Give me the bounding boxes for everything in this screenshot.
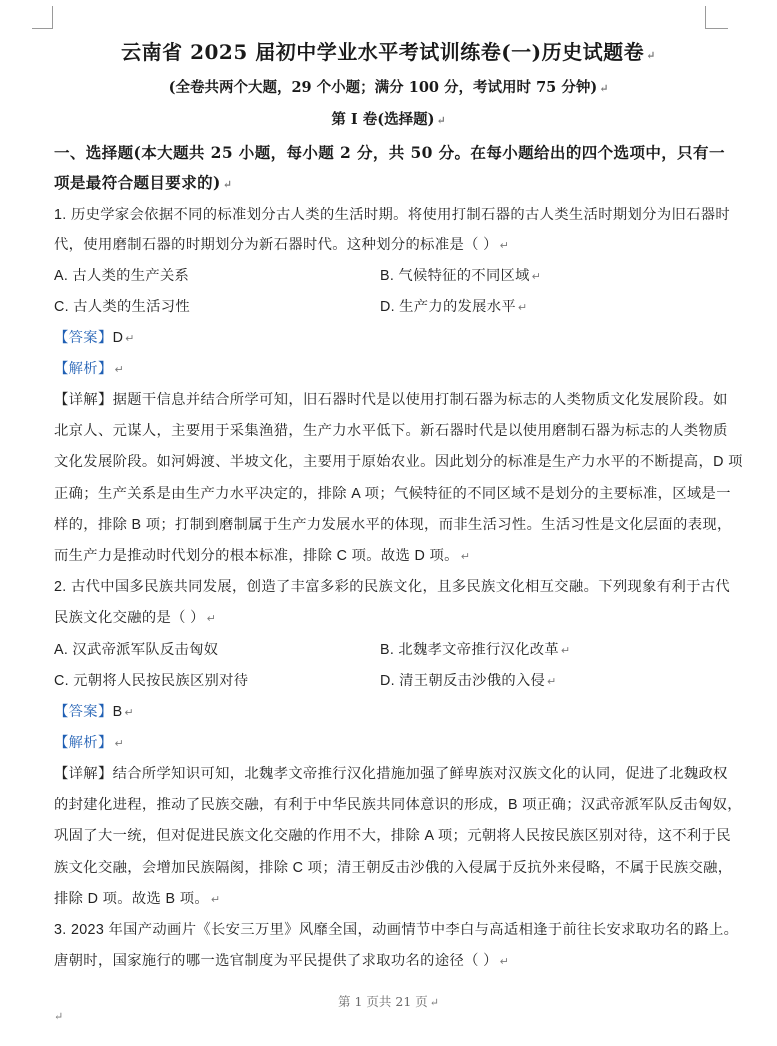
- question-1-option-b: B. 气候特征的不同区域 ↵: [380, 268, 542, 284]
- question-2-detail-line-4: 族文化交融，会增加民族隔阂，排除 C 项；清王朝反击沙俄的入侵属于反抗外来侵略，不属于民族交融，: [54, 860, 733, 876]
- question-2-stem-line-2: 民族文化交融的是（ ） ↵: [54, 610, 217, 626]
- question-1-detail-line-4: 正确；生产关系是由生产力水平决定的，排除 A 项；气候特征的不同区域不是划分的主要标准，区域是一: [54, 486, 731, 502]
- question-2-stem-line-1: 2. 古代中国多民族共同发展，创造了丰富多彩的民族文化，且多民族文化相互交融。下列现象有利于古代: [54, 579, 731, 595]
- document-title: 云南省 2025 届初中学业水平考试训练卷(一)历史试题卷 ↵: [121, 40, 656, 64]
- question-3-stem-line-1: 3. 2023 年国产动画片《长安三万里》风靡全国，动画情节中李白与高适相逢于前往长安求取功名的路上。: [54, 922, 739, 938]
- question-1-option-d: D. 生产力的发展水平 ↵: [380, 299, 528, 315]
- section-heading-line-1: 一、选择题(本大题共 25 小题，每小题 2 分，共 50 分。在每小题给出的四个选项中，只有一: [54, 143, 725, 162]
- question-2-detail-line-1: 【详解】结合所学知识可知，北魏孝文帝推行汉化措施加强了鲜卑族对汉族文化的认同，促进了北魏政权: [54, 766, 728, 782]
- question-1-detail-line-5: 样的，排除 B 项；打制到磨制属于生产力发展水平的体现，而非生活习性。生活习性是文化层面的表现，: [54, 517, 732, 533]
- question-2-analysis-tag: 【解析】 ↵: [54, 735, 125, 751]
- question-2-option-b: B. 北魏孝文帝推行汉化改革 ↵: [380, 642, 571, 658]
- question-1-detail-line-1: 【详解】据题干信息并结合所学可知，旧石器时代是以使用打制石器为标志的人类物质文化发展阶段。如: [54, 392, 728, 408]
- question-2-detail-line-5: 排除 D 项。故选 B 项。 ↵: [54, 891, 221, 907]
- section-heading-line-2: 项是最符合题目要求的) ↵: [54, 173, 233, 192]
- question-2-option-c: C. 元朝将人民按民族区别对待: [54, 673, 249, 689]
- question-1-stem-line-1: 1. 历史学家会依据不同的标准划分古人类的生活时期。将使用打制石器的古人类生活时期划分为旧石器时: [54, 207, 731, 223]
- end-paragraph-mark: ↵: [54, 1010, 64, 1023]
- question-1-detail-line-6: 而生产力是推动时代划分的根本标准，排除 C 项。故选 D 项。 ↵: [54, 548, 471, 564]
- question-2-option-a: A. 汉武帝派军队反击匈奴: [54, 642, 219, 658]
- question-1-detail-line-3: 文化发展阶段。如河姆渡、半坡文化，主要用于原始农业。因此划分的标准是生产力水平的不断提高，D 项: [54, 454, 743, 470]
- question-3-stem-line-2: 唐朝时，国家施行的哪一选官制度为平民提供了求取功名的途径（ ） ↵: [54, 953, 510, 969]
- question-1-analysis-tag: 【解析】 ↵: [54, 361, 125, 377]
- crop-mark-top-right: [705, 6, 728, 29]
- question-1-option-c: C. 古人类的生活习性: [54, 299, 190, 315]
- page-footer: 第 1 页共 21 页 ↵: [338, 994, 439, 1009]
- question-2-option-d: D. 清王朝反击沙俄的入侵 ↵: [380, 673, 557, 689]
- question-2-detail-line-2: 的封建化进程，推动了民族交融，有利于中华民族共同体意识的形成，B 项正确；汉武帝派军队反击匈奴，: [54, 797, 742, 813]
- part-title: 第 I 卷(选择题) ↵: [331, 111, 446, 128]
- question-1-detail-line-2: 北京人、元谋人，主要用于采集渔猎，生产力水平低下。新石器时代是以使用磨制石器为标志的人类物质: [54, 423, 728, 439]
- question-1-answer: 【答案】D ↵: [54, 330, 135, 346]
- question-1-stem-line-2: 代，使用磨制石器的时期划分为新石器时代。这种划分的标准是（ ） ↵: [54, 237, 510, 253]
- document-subtitle: (全卷共两个大题，29 个小题；满分 100 分，考试用时 75 分钟) ↵: [168, 79, 609, 96]
- crop-mark-top-left: [32, 6, 53, 29]
- question-2-detail-line-3: 巩固了大一统，但对促进民族文化交融的作用不大，排除 A 项；元朝将人民按民族区别对待，这不利于民: [54, 828, 731, 844]
- question-1-option-a: A. 古人类的生产关系: [54, 268, 190, 284]
- question-2-answer: 【答案】B ↵: [54, 704, 135, 720]
